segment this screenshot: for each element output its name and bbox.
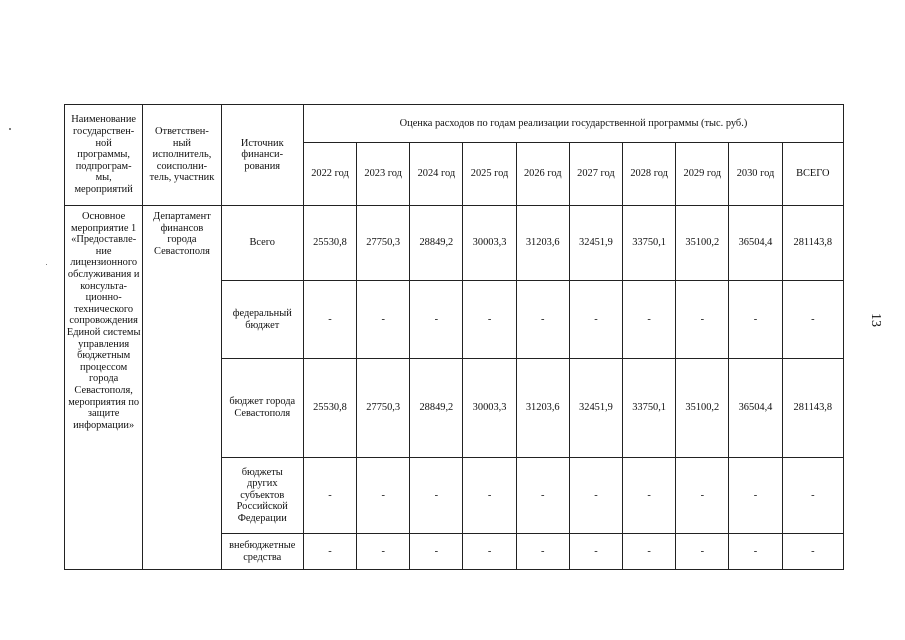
value-cell: 25530,8: [303, 359, 356, 458]
value-cell: 35100,2: [676, 359, 729, 458]
scan-speck: [46, 264, 47, 265]
page-number: 13: [868, 313, 883, 327]
value-cell: 36504,4: [729, 206, 782, 281]
value-cell: -: [729, 458, 782, 534]
budget-table: [64, 104, 844, 570]
header-responsible: Ответствен- ный исполнитель, соисполни- тель, участник: [143, 105, 221, 206]
value-cell: 35100,2: [676, 206, 729, 281]
value-cell: 28849,2: [410, 359, 463, 458]
value-cell: -: [569, 534, 622, 570]
value-cell: -: [410, 534, 463, 570]
measure-executor: Департамент финансов города Севастополя: [143, 206, 221, 570]
source-cell: федеральный бюджет: [221, 281, 303, 359]
value-cell: -: [516, 281, 569, 359]
header-year: 2024 год: [410, 143, 463, 206]
header-year: 2022 год: [303, 143, 356, 206]
value-cell: -: [516, 458, 569, 534]
source-cell: Всего: [221, 206, 303, 281]
value-cell: -: [463, 458, 516, 534]
value-cell: -: [676, 458, 729, 534]
total-cell: 281143,8: [782, 359, 843, 458]
value-cell: 30003,3: [463, 359, 516, 458]
value-cell: -: [303, 534, 356, 570]
value-cell: -: [410, 281, 463, 359]
table-row: [65, 206, 844, 281]
value-cell: -: [676, 281, 729, 359]
value-cell: 27750,3: [357, 206, 410, 281]
value-cell: 36504,4: [729, 359, 782, 458]
value-cell: 31203,6: [516, 359, 569, 458]
value-cell: 27750,3: [357, 359, 410, 458]
value-cell: -: [463, 281, 516, 359]
header-year: 2025 год: [463, 143, 516, 206]
value-cell: 25530,8: [303, 206, 356, 281]
header-program-name: Наименование государствен- ной программы, подпрограм- мы, мероприятий: [65, 105, 143, 206]
value-cell: -: [623, 281, 676, 359]
value-cell: -: [729, 534, 782, 570]
value-cell: -: [357, 281, 410, 359]
scan-speck: [9, 128, 11, 130]
header-estimate: Оценка расходов по годам реализации государственной программы (тыс. руб.): [303, 105, 843, 143]
value-cell: -: [516, 534, 569, 570]
value-cell: -: [303, 281, 356, 359]
header-year: 2030 год: [729, 143, 782, 206]
value-cell: -: [303, 458, 356, 534]
value-cell: -: [463, 534, 516, 570]
value-cell: -: [623, 458, 676, 534]
total-cell: -: [782, 534, 843, 570]
header-year: 2026 год: [516, 143, 569, 206]
value-cell: -: [623, 534, 676, 570]
value-cell: -: [569, 458, 622, 534]
value-cell: -: [357, 534, 410, 570]
value-cell: 32451,9: [569, 206, 622, 281]
value-cell: 32451,9: [569, 359, 622, 458]
total-cell: -: [782, 458, 843, 534]
value-cell: 31203,6: [516, 206, 569, 281]
header-year: 2027 год: [569, 143, 622, 206]
header-year: 2023 год: [357, 143, 410, 206]
header-source: Источник финанси- рования: [221, 105, 303, 206]
value-cell: -: [676, 534, 729, 570]
source-cell: бюджеты других субъектов Российской Федерации: [221, 458, 303, 534]
value-cell: 33750,1: [623, 359, 676, 458]
total-cell: 281143,8: [782, 206, 843, 281]
header-year: 2029 год: [676, 143, 729, 206]
source-cell: бюджет города Севастополя: [221, 359, 303, 458]
header-total: ВСЕГО: [782, 143, 843, 206]
source-cell: внебюджетные средства: [221, 534, 303, 570]
value-cell: -: [410, 458, 463, 534]
value-cell: 33750,1: [623, 206, 676, 281]
value-cell: 28849,2: [410, 206, 463, 281]
value-cell: -: [569, 281, 622, 359]
value-cell: -: [357, 458, 410, 534]
value-cell: 30003,3: [463, 206, 516, 281]
value-cell: -: [729, 281, 782, 359]
header-year: 2028 год: [623, 143, 676, 206]
measure-name: Основное мероприятие 1 «Предоставле- ние лицензионного обслуживания и консульта- ционно- технического сопровождения Единой системы управления бюджетным процессом города Севастополя, мероприятия по защите информации»: [65, 206, 143, 570]
total-cell: -: [782, 281, 843, 359]
